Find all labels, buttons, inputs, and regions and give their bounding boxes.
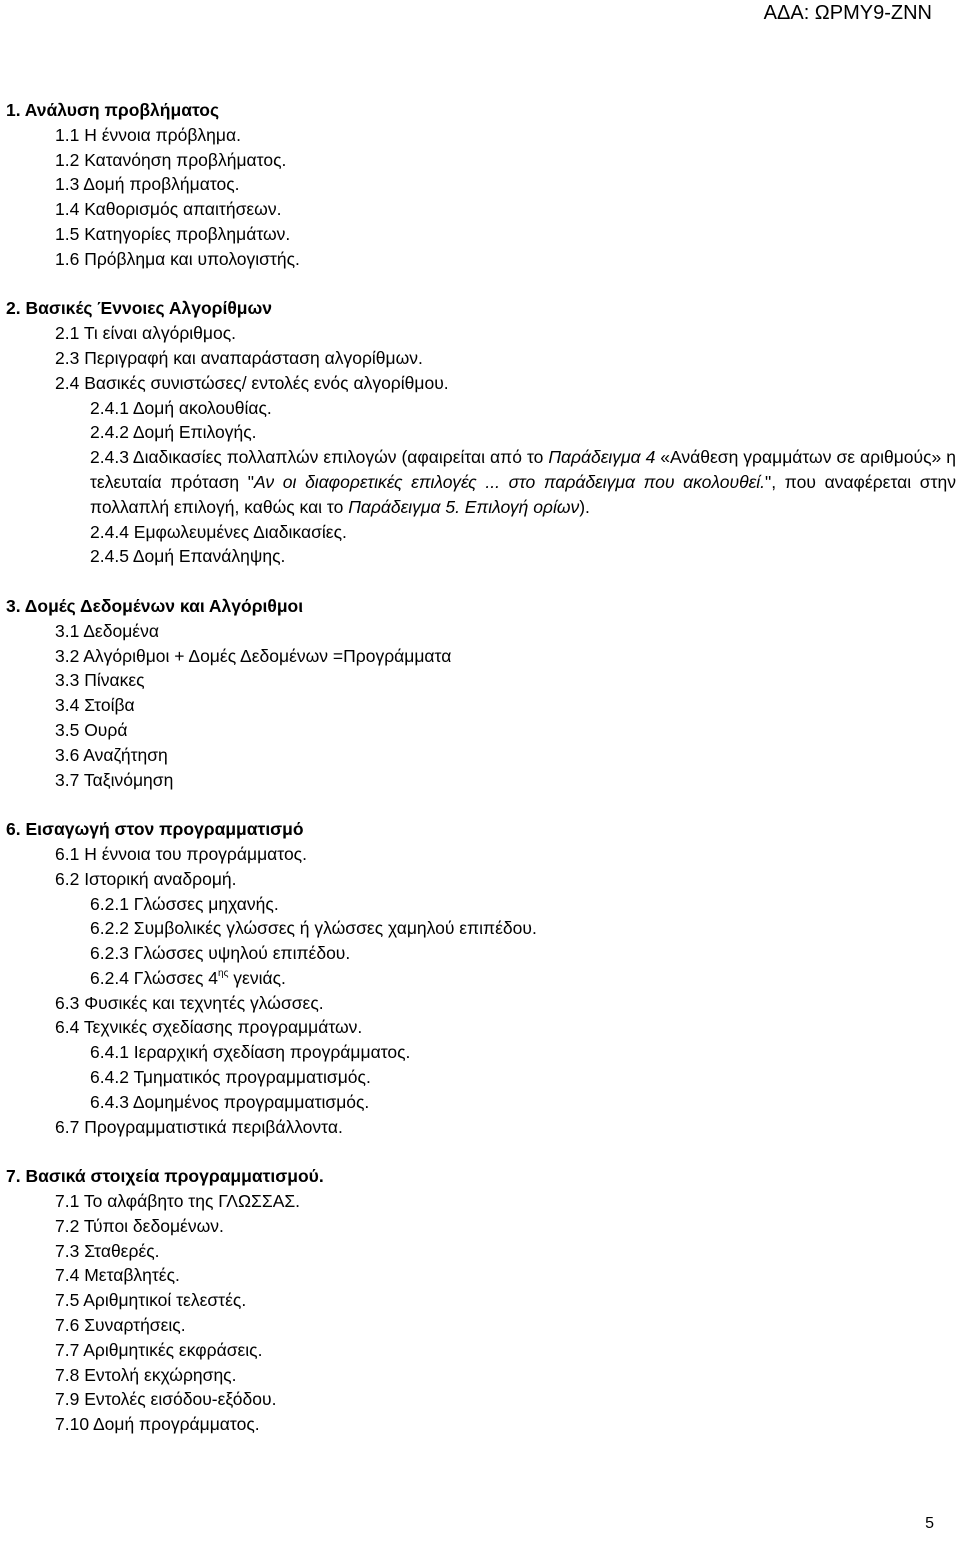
list-item: 2.3 Περιγραφή και αναπαράσταση αλγορίθμων. (55, 347, 423, 368)
section-7 (6, 1164, 956, 1437)
list-item: 7.2 Τύποι δεδομένων. (55, 1215, 224, 1236)
list-item: 1.6 Πρόβλημα και υπολογιστής. (55, 248, 300, 269)
page-number: 5 (925, 1515, 934, 1532)
list-item (6, 966, 956, 991)
note-italic: Παράδειγμα 5. Επιλογή ορίων (348, 496, 580, 517)
list-item: 2.4.5 Δομή Επανάληψης. (90, 546, 286, 567)
section-title: 3. Δομές Δεδομένων και Αλγόριθμοι (6, 595, 304, 616)
list-item: 7.4 Μεταβλητές. (55, 1265, 180, 1286)
list-item: 3.5 Ουρά (55, 719, 128, 740)
note-italic: Αν οι διαφορετικές επιλογές ... στο παράδειγμα που ακολουθεί. (254, 471, 766, 492)
section-title: 6. Εισαγωγή στον προγραμματισμό (6, 819, 304, 840)
list-item: 6.4.1 Ιεραρχική σχεδίαση προγράμματος. (90, 1042, 411, 1063)
section-title: 1. Ανάλυση προβλήματος (6, 100, 220, 120)
list-item-multiple-choice-note (6, 445, 956, 519)
list-item: 6.1 Η έννοια του προγράμματος. (55, 843, 307, 864)
list-item: 2.4 Βασικές συνιστώσες/ εντολές ενός αλγορίθμου. (55, 372, 449, 393)
item-text: 6.2.4 Γλώσσες 4 (90, 967, 219, 988)
list-item: 3.2 Αλγόριθμοι + Δομές Δεδομένων =Προγράμματα (55, 645, 452, 666)
section-3 (6, 594, 956, 792)
list-item: 1.3 Δομή προβλήματος. (55, 174, 240, 195)
section-2 (6, 296, 956, 569)
list-item: 7.7 Αριθμητικές εκφράσεις. (55, 1339, 263, 1360)
list-item: 7.10 Δομή προγράμματος. (55, 1414, 260, 1435)
list-item: 6.3 Φυσικές και τεχνητές γλώσσες. (55, 992, 324, 1013)
list-item: 3.3 Πίνακες (55, 670, 145, 691)
list-item: 1.4 Καθορισμός απαιτήσεων. (55, 199, 282, 220)
list-item: 6.7 Προγραμματιστικά περιβάλλοντα. (55, 1116, 343, 1137)
note-text: 2.4.3 Διαδικασίες πολλαπλών επιλογών (αφαιρείται από το (90, 447, 549, 468)
note-text: ). (579, 496, 590, 517)
syllabus-list (6, 98, 956, 1462)
list-item: 7.5 Αριθμητικοί τελεστές. (55, 1290, 247, 1311)
list-item: 7.8 Εντολή εκχώρησης. (55, 1364, 237, 1385)
list-item: 2.4.4 Εμφωλευμένες Διαδικασίες. (90, 521, 347, 542)
list-item: 6.4 Τεχνικές σχεδίασης προγραμμάτων. (55, 1017, 363, 1038)
ordinal-superscript: ης (218, 967, 229, 979)
list-item: 7.1 Το αλφάβητο της ΓΛΩΣΣΑΣ. (55, 1191, 301, 1212)
list-item: 6.2.1 Γλώσσες μηχανής. (90, 893, 279, 914)
list-item: 7.9 Εντολές εισόδου-εξόδου. (55, 1389, 277, 1410)
note-text: ", που αναφέρεται στην πολλαπλή επιλογή, καθώς και το (90, 471, 957, 517)
list-item: 6.2 Ιστορική αναδρομή. (55, 868, 237, 889)
list-item: 7.3 Σταθερές. (55, 1240, 160, 1261)
section-title: 2. Βασικές Έννοιες Αλγορίθμων (6, 298, 273, 319)
list-item: 3.1 Δεδομένα (55, 620, 159, 641)
item-text: γενιάς. (228, 967, 286, 988)
list-item: 3.6 Αναζήτηση (55, 744, 168, 765)
section-6 (6, 817, 956, 1139)
section-1 (6, 98, 956, 272)
list-item: 1.1 Η έννοια πρόβλημα. (55, 124, 241, 145)
list-item: 1.2 Κατανόηση προβλήματος. (55, 149, 287, 170)
list-item: 2.1 Τι είναι αλγόριθμος. (55, 323, 237, 344)
list-item: 2.4.2 Δομή Επιλογής. (90, 422, 257, 443)
list-item: 2.4.1 Δομή ακολουθίας. (90, 397, 272, 418)
note-text: «Ανάθεση γραμμάτων σε αριθμούς» η τελευταία πρόταση " (90, 447, 956, 492)
section-title: 7. Βασικά στοιχεία προγραμματισμού. (6, 1166, 324, 1187)
note-italic: Παράδειγμα 4 (548, 447, 656, 468)
list-item: 7.6 Συναρτήσεις. (55, 1315, 186, 1336)
list-item: 3.4 Στοίβα (55, 695, 135, 716)
list-item: 3.7 Ταξινόμηση (55, 769, 174, 790)
list-item: 6.2.3 Γλώσσες υψηλού επιπέδου. (90, 943, 351, 964)
ada-code: ΑΔΑ: ΩΡΜΥ9-ΖΝΝ (763, 2, 932, 24)
list-item: 1.5 Κατηγορίες προβλημάτων. (55, 223, 291, 244)
list-item: 6.2.2 Συμβολικές γλώσσες ή γλώσσες χαμηλού επιπέδου. (90, 918, 537, 939)
list-item: 6.4.3 Δομημένος προγραμματισμός. (90, 1091, 370, 1112)
list-item: 6.4.2 Τμηματικός προγραμματισμός. (90, 1067, 371, 1088)
